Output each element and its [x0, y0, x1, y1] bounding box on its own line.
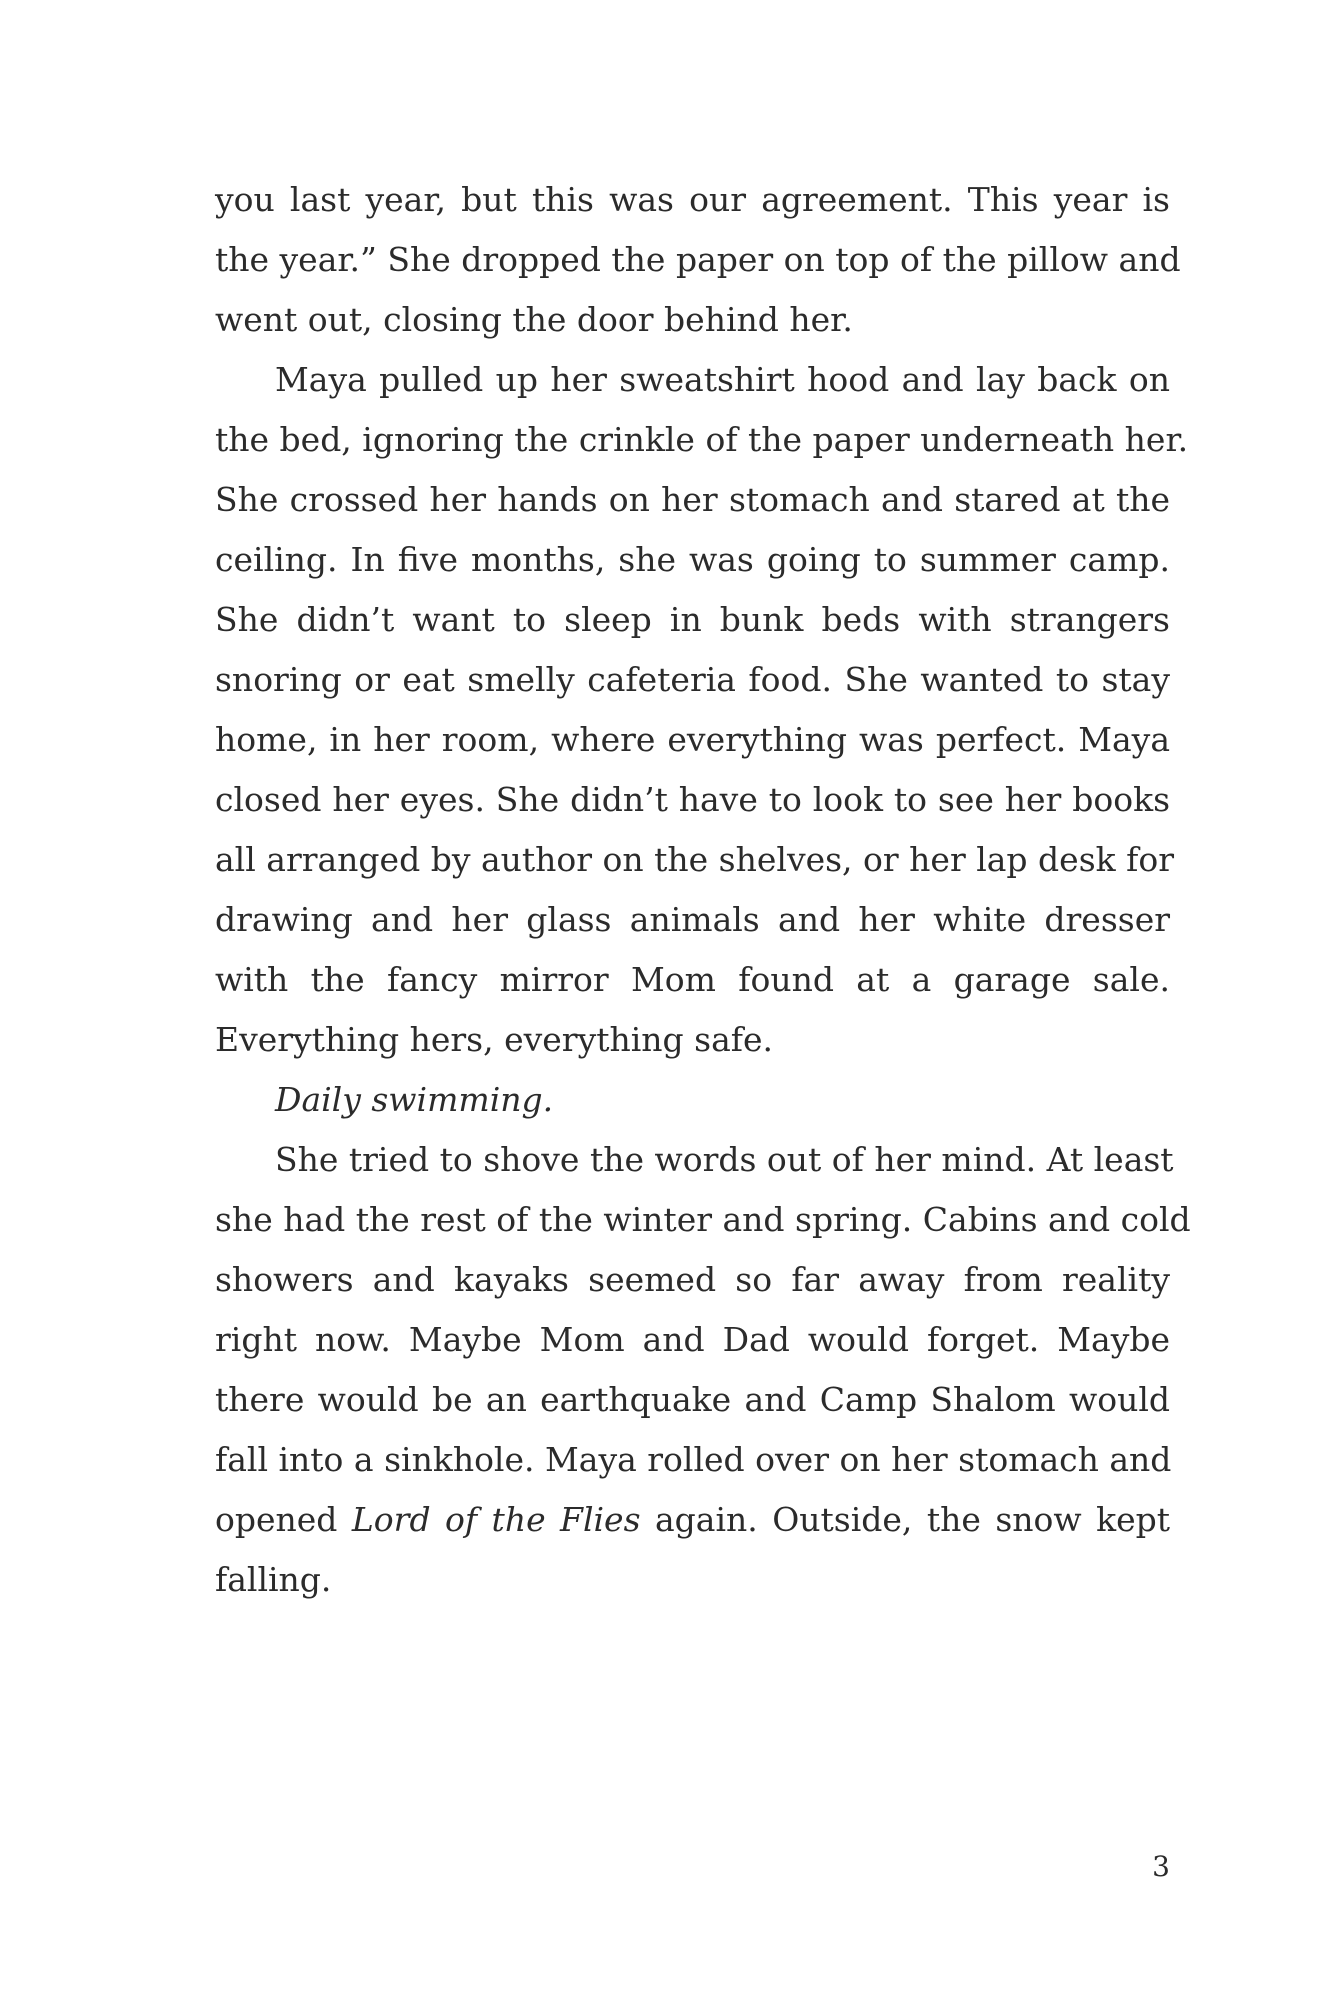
text-line: She didn’t want to sleep in bunk beds with strangers [215, 600, 1170, 639]
book-title: Lord of the Flies [351, 1500, 641, 1539]
text-line: right now. Maybe Mom and Dad would forget. Maybe [215, 1320, 1170, 1359]
text-line: snoring or eat smelly cafeteria food. She wanted to stay [215, 660, 1170, 699]
text-line: the year.” She dropped the paper on top of the pillow and [215, 240, 1181, 279]
text-line: Everything hers, everything safe. [215, 1020, 773, 1059]
page-number: 3 [1152, 1850, 1170, 1883]
text-line: She tried to shove the words out of her mind. At least [275, 1140, 1174, 1179]
text-line: She crossed her hands on her stomach and stared at the [215, 480, 1170, 519]
text-line: falling. [215, 1560, 332, 1599]
text-line: ceiling. In five months, she was going to summer camp. [215, 540, 1170, 579]
text-line: there would be an earthquake and Camp Shalom would [215, 1380, 1170, 1419]
text-line: drawing and her glass animals and her white dresser [215, 900, 1170, 939]
text-line: the bed, ignoring the crinkle of the paper underneath her. [215, 420, 1189, 459]
text-fragment: again. Outside, the snow kept [640, 1500, 1171, 1539]
text-line: went out, closing the door behind her. [215, 300, 853, 339]
italic-text-line: Daily swimming. [275, 1080, 554, 1119]
text-line: you last year, but this was our agreement. This year is [215, 180, 1170, 219]
text-line [215, 1490, 1170, 1550]
body-text [215, 170, 1191, 1610]
text-fragment: opened [215, 1500, 352, 1539]
text-line: with the fancy mirror Mom found at a garage sale. [215, 960, 1170, 999]
text-line: Maya pulled up her sweatshirt hood and lay back on [275, 360, 1170, 399]
text-line: she had the rest of the winter and spring. Cabins and cold [215, 1200, 1191, 1239]
text-line: home, in her room, where everything was perfect. Maya [215, 720, 1170, 759]
text-line: showers and kayaks seemed so far away from reality [215, 1260, 1170, 1299]
text-line: closed her eyes. She didn’t have to look to see her books [215, 780, 1170, 819]
text-line: all arranged by author on the shelves, or her lap desk for [215, 840, 1174, 879]
text-line: fall into a sinkhole. Maya rolled over on her stomach and [215, 1440, 1172, 1479]
